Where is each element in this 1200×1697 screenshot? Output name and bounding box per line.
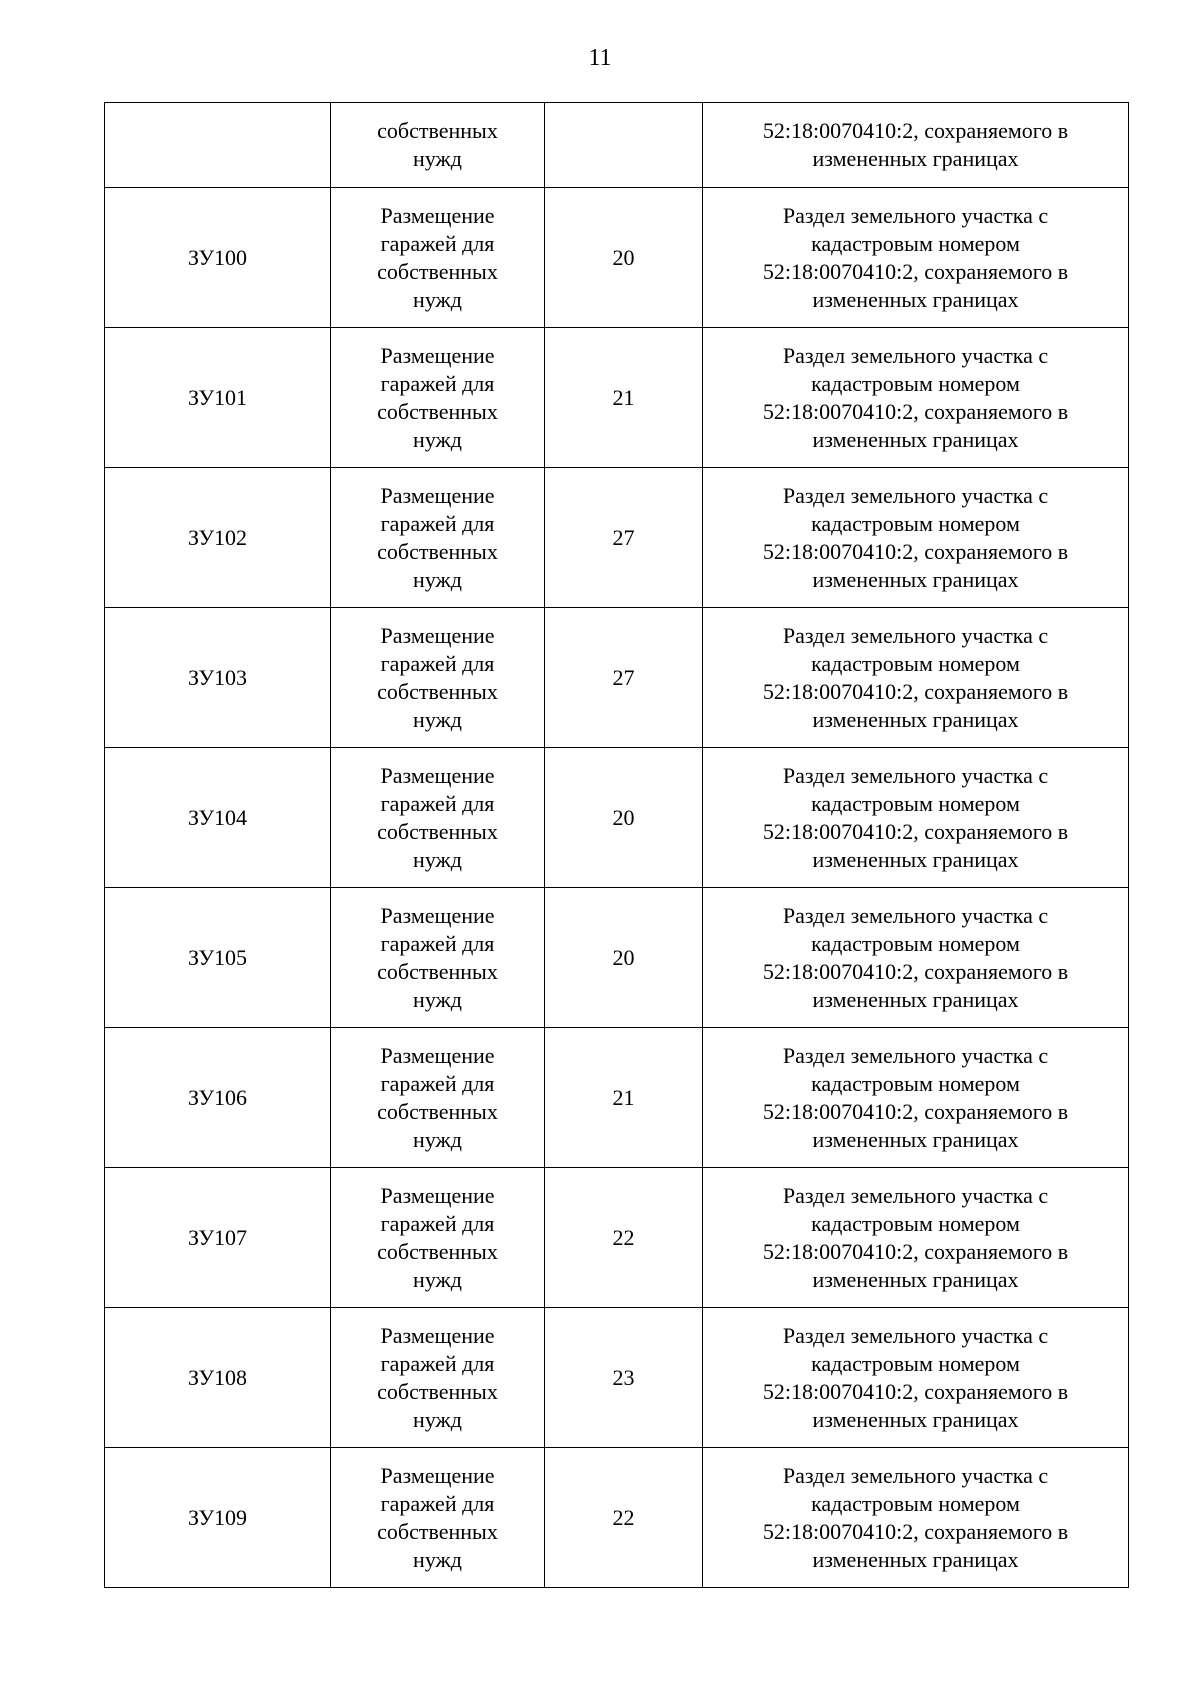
purpose-cell xyxy=(331,103,545,188)
method-line: 52:18:0070410:2, сохраняемого в xyxy=(762,258,1069,284)
table-row xyxy=(105,1448,1129,1588)
purpose-line: нужд xyxy=(413,146,462,171)
method-line: измененных границах xyxy=(812,706,1019,732)
method-line: измененных границах xyxy=(812,846,1019,872)
method-line: кадастровым номером xyxy=(811,1210,1020,1236)
purpose-line: гаражей для xyxy=(380,370,495,396)
plot-id-cell: ЗУ108 xyxy=(105,1308,331,1448)
purpose-line: собственных xyxy=(377,1378,498,1404)
method-line: Раздел земельного участка с xyxy=(782,1322,1049,1348)
formation-method-cell xyxy=(703,103,1129,188)
purpose-line: собственных xyxy=(377,398,498,424)
purpose-line: Размещение xyxy=(380,622,495,648)
purpose-cell xyxy=(331,748,545,888)
formation-method-cell xyxy=(703,888,1129,1028)
method-line: измененных границах xyxy=(812,146,1019,171)
plot-id-cell: ЗУ106 xyxy=(105,1028,331,1168)
area-cell: 22 xyxy=(545,1448,703,1588)
purpose-cell xyxy=(331,608,545,748)
purpose-line: нужд xyxy=(413,1546,462,1572)
method-line: измененных границах xyxy=(812,1546,1019,1572)
method-line: кадастровым номером xyxy=(811,1070,1020,1096)
plot-id-cell: ЗУ104 xyxy=(105,748,331,888)
purpose-line: нужд xyxy=(413,986,462,1012)
method-line: 52:18:0070410:2, сохраняемого в xyxy=(762,1238,1069,1264)
area-cell: 21 xyxy=(545,328,703,468)
purpose-line: собственных xyxy=(377,538,498,564)
purpose-line: гаражей для xyxy=(380,1070,495,1096)
area-cell: 27 xyxy=(545,608,703,748)
method-line: кадастровым номером xyxy=(811,650,1020,676)
area-cell xyxy=(545,103,703,188)
method-line: измененных границах xyxy=(812,426,1019,452)
purpose-line: гаражей для xyxy=(380,1350,495,1376)
purpose-cell xyxy=(331,1448,545,1588)
method-line: Раздел земельного участка с xyxy=(782,202,1049,228)
table-row xyxy=(105,1168,1129,1308)
area-cell: 20 xyxy=(545,188,703,328)
purpose-line: собственных xyxy=(377,1238,498,1264)
purpose-line: нужд xyxy=(413,1406,462,1432)
purpose-line: нужд xyxy=(413,706,462,732)
purpose-line: гаражей для xyxy=(380,1210,495,1236)
table-row xyxy=(105,748,1129,888)
method-line: Раздел земельного участка с xyxy=(782,1462,1049,1488)
method-line: 52:18:0070410:2, сохраняемого в xyxy=(762,958,1069,984)
method-line: измененных границах xyxy=(812,986,1019,1012)
method-line: кадастровым номером xyxy=(811,370,1020,396)
purpose-cell xyxy=(331,1308,545,1448)
method-line: кадастровым номером xyxy=(811,510,1020,536)
purpose-line: Размещение xyxy=(380,1462,495,1488)
method-line: измененных границах xyxy=(812,1406,1019,1432)
plot-id-cell: ЗУ101 xyxy=(105,328,331,468)
purpose-line: нужд xyxy=(413,426,462,452)
purpose-line: Размещение xyxy=(380,482,495,508)
table-row xyxy=(105,468,1129,608)
method-line: измененных границах xyxy=(812,286,1019,312)
method-line: Раздел земельного участка с xyxy=(782,622,1049,648)
plot-id-cell: ЗУ107 xyxy=(105,1168,331,1308)
formation-method-cell xyxy=(703,328,1129,468)
area-cell: 23 xyxy=(545,1308,703,1448)
method-line: кадастровым номером xyxy=(811,930,1020,956)
method-line: кадастровым номером xyxy=(811,790,1020,816)
area-cell: 20 xyxy=(545,748,703,888)
purpose-line: собственных xyxy=(377,678,498,704)
plot-id-cell: ЗУ109 xyxy=(105,1448,331,1588)
method-line: Раздел земельного участка с xyxy=(782,342,1049,368)
plot-id-cell: ЗУ100 xyxy=(105,188,331,328)
purpose-cell xyxy=(331,468,545,608)
purpose-line: нужд xyxy=(413,566,462,592)
method-line: измененных границах xyxy=(812,1266,1019,1292)
area-cell: 27 xyxy=(545,468,703,608)
formation-method-cell xyxy=(703,1168,1129,1308)
purpose-cell xyxy=(331,188,545,328)
purpose-cell xyxy=(331,1168,545,1308)
purpose-cell xyxy=(331,1028,545,1168)
table-row xyxy=(105,1028,1129,1168)
method-line: Раздел земельного участка с xyxy=(782,762,1049,788)
area-cell: 21 xyxy=(545,1028,703,1168)
table-row xyxy=(105,608,1129,748)
purpose-line: гаражей для xyxy=(380,930,495,956)
purpose-line: Размещение xyxy=(380,202,495,228)
land-plots-table xyxy=(104,102,1129,1588)
purpose-line: Размещение xyxy=(380,342,495,368)
purpose-line: нужд xyxy=(413,1266,462,1292)
table-row xyxy=(105,188,1129,328)
method-line: Раздел земельного участка с xyxy=(782,1042,1049,1068)
method-line: 52:18:0070410:2, сохраняемого в xyxy=(762,1378,1069,1404)
area-cell: 22 xyxy=(545,1168,703,1308)
purpose-line: гаражей для xyxy=(380,1490,495,1516)
formation-method-cell xyxy=(703,608,1129,748)
purpose-line: гаражей для xyxy=(380,650,495,676)
formation-method-cell xyxy=(703,468,1129,608)
purpose-line: Размещение xyxy=(380,1322,495,1348)
method-line: Раздел земельного участка с xyxy=(782,902,1049,928)
purpose-line: гаражей для xyxy=(380,230,495,256)
purpose-line: нужд xyxy=(413,1126,462,1152)
formation-method-cell xyxy=(703,1308,1129,1448)
table-body xyxy=(105,103,1129,1588)
table-row-continued xyxy=(105,103,1129,188)
method-line: 52:18:0070410:2, сохраняемого в xyxy=(762,678,1069,704)
table-row xyxy=(105,888,1129,1028)
method-line: кадастровым номером xyxy=(811,230,1020,256)
purpose-line: нужд xyxy=(413,846,462,872)
plot-id-cell: ЗУ102 xyxy=(105,468,331,608)
table-row xyxy=(105,328,1129,468)
method-line: 52:18:0070410:2, сохраняемого в xyxy=(762,118,1069,143)
purpose-line: собственных xyxy=(377,1518,498,1544)
area-cell: 20 xyxy=(545,888,703,1028)
purpose-line: Размещение xyxy=(380,1182,495,1208)
formation-method-cell xyxy=(703,748,1129,888)
method-line: 52:18:0070410:2, сохраняемого в xyxy=(762,818,1069,844)
method-line: 52:18:0070410:2, сохраняемого в xyxy=(762,1098,1069,1124)
purpose-line: нужд xyxy=(413,286,462,312)
purpose-line: гаражей для xyxy=(380,510,495,536)
purpose-line: собственных xyxy=(377,258,498,284)
method-line: кадастровым номером xyxy=(811,1350,1020,1376)
purpose-line: собственных xyxy=(377,818,498,844)
purpose-line: собственных xyxy=(377,118,498,143)
purpose-line: гаражей для xyxy=(380,790,495,816)
purpose-line: Размещение xyxy=(380,902,495,928)
formation-method-cell xyxy=(703,188,1129,328)
method-line: Раздел земельного участка с xyxy=(782,482,1049,508)
purpose-cell xyxy=(331,328,545,468)
method-line: кадастровым номером xyxy=(811,1490,1020,1516)
plot-id-cell: ЗУ105 xyxy=(105,888,331,1028)
purpose-line: Размещение xyxy=(380,1042,495,1068)
purpose-cell xyxy=(331,888,545,1028)
method-line: Раздел земельного участка с xyxy=(782,1182,1049,1208)
plot-id-cell: ЗУ103 xyxy=(105,608,331,748)
table-row xyxy=(105,1308,1129,1448)
plot-id-cell xyxy=(105,103,331,188)
method-line: измененных границах xyxy=(812,1126,1019,1152)
method-line: 52:18:0070410:2, сохраняемого в xyxy=(762,538,1069,564)
formation-method-cell xyxy=(703,1448,1129,1588)
formation-method-cell xyxy=(703,1028,1129,1168)
purpose-line: Размещение xyxy=(380,762,495,788)
purpose-line: собственных xyxy=(377,958,498,984)
method-line: измененных границах xyxy=(812,566,1019,592)
purpose-line: собственных xyxy=(377,1098,498,1124)
page-number: 11 xyxy=(588,45,612,71)
method-line: 52:18:0070410:2, сохраняемого в xyxy=(762,1518,1069,1544)
method-line: 52:18:0070410:2, сохраняемого в xyxy=(762,398,1069,424)
